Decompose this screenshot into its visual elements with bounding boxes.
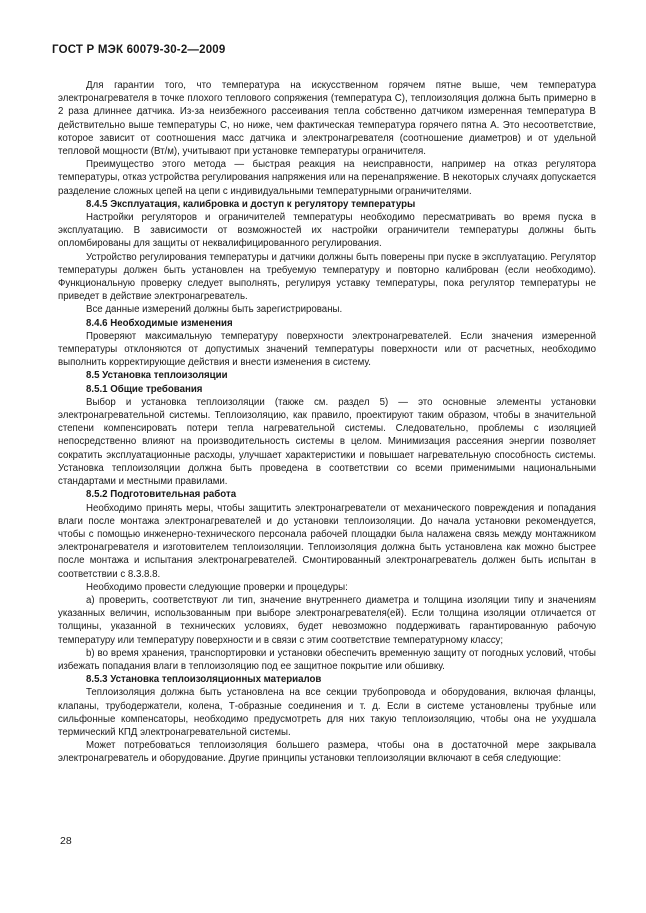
body-paragraph: Теплоизоляция должна быть установлена на все секции трубопровода и оборудования, включая фланцы, клапаны, трубодержатели, колена, Т-образные соединения и т. д. Если в системе установлены трубные или сильфонные компенсаторы, необходимо предусмотреть для них такую теплоизоляцию, чтобы она не ухудшала термический КПД электронагревательной системы. <box>58 687 596 738</box>
section-heading: 8.5.2 Подготовительная работа <box>86 489 237 501</box>
section-heading: 8.4.5 Эксплуатация, калибровка и доступ к регулятору температуры <box>86 198 416 210</box>
body-paragraph: Необходимо провести следующие проверки и процедуры: <box>86 581 348 593</box>
body-paragraph: Для гарантии того, что температура на искусственном горячем пятне выше, чем температура электронагревателя в точке плохого теплового сопряжения (температура C), теплоизоляция должна быть примерно в 2 раза длиннее датчика. Из-за неизбежного рассеивания тепла собственно датчиком измеренная температура B действительно выше температуры C, но ниже, чем фактическая температура горячего пятна A. Это несоответствие, которое зависит от соотношения масс датчика и электронагревателя (соотношение диаметров) и от удельной тепловой мощности (Вт/м), учитывают при установке температуры ограничителя. <box>58 80 596 158</box>
body-paragraph: Необходимо принять меры, чтобы защитить электронагреватели от механического повреждения и попадания влаги после монтажа электронагревателей и до установки теплоизоляции. До начала установки рекомендуется, чтобы с помощью инженерно-технического персонала рабочей площадки была налажена связь между монтажником электронагревателя и изготовителем теплоизоляции. Теплоизоляция должна быть установлена как можно быстрее после монтажа и испытания электронагревателей. Смонтированный электронагреватель должен быть испытан в соответствии с 8.3.8.8. <box>58 502 596 580</box>
document-body <box>58 79 596 766</box>
body-paragraph: Все данные измерений должны быть зарегистрированы. <box>86 304 343 316</box>
section-heading: 8.5.1 Общие требования <box>86 383 203 395</box>
body-paragraph: Может потребоваться теплоизоляция большего размера, чтобы она в достаточной мере закрывала электронагреватель и оборудование. Другие принципы установки теплоизоляции включают в себя следующие: <box>58 740 596 765</box>
section-heading: 8.4.6 Необходимые изменения <box>86 317 233 329</box>
body-paragraph: Настройки регуляторов и ограничителей температуры необходимо пересматривать во время пуска в эксплуатацию. В зависимости от возможностей их настройки ограничители температуры должны быть опломбированы для защиты от неквалифицированного регулирования. <box>58 212 596 250</box>
body-paragraph: Проверяют максимальную температуру поверхности электронагревателей. Если значения измеренной температуры отклоняются от допустимых значений температуры поверхности или от расчетных, необходимо выполнить корректирующие действия и внести изменения в систему. <box>58 330 596 369</box>
section-heading: 8.5.3 Установка теплоизоляционных материалов <box>86 674 322 686</box>
section-heading: 8.5 Установка теплоизоляции <box>86 370 228 382</box>
body-paragraph: Устройство регулирования температуры и датчики должны быть поверены при пуске в эксплуатацию. Регулятор температуры должен быть установлен на требуемую температуру и повторно калиброван (если необходимо). Функциональную проверку следует выполнять, регулируя уставку температуры, пока регулятор температуры не приведет в действие электронагреватель. <box>58 251 596 303</box>
body-paragraph: a) проверить, соответствуют ли тип, значение внутреннего диаметра и толщина изоляции типу и значениям указанных величин, использованным при выборе электронагревателя(ей). Если толщина изоляции отличается от толщины, указанной в технических условиях, будет невозможно поддерживать гарантированную рабочую температуру или температуру поверхности и в связи с этим соответствие температурному классу; <box>58 594 596 646</box>
document-header: ГОСТ Р МЭК 60079-30-2—2009 <box>52 44 226 56</box>
body-paragraph: b) во время хранения, транспортировки и установки обеспечить временную защиту от погодных условий, чтобы избежать попадания влаги в теплоизоляцию под ее защитное покрытие или обшивку. <box>58 647 596 672</box>
page-number: 28 <box>60 835 72 847</box>
body-paragraph: Выбор и установка теплоизоляции (также см. раздел 5) — это основные элементы установки электронагревательной системы. Теплоизоляцию, как правило, проектируют таким образом, чтобы в значительной степени компенсировать потери тепла нагревательной системы. Следовательно, проблемы с изоляцией непосредственно влияют на производительность системы в целом. Минимизация рассеяния энергии позволяет сократить эксплуатационные расходы, улучшает характеристики и повышает нагревательную способность системы. Установка теплоизоляции должна быть проведена в соответствии со всеми применимыми национальными стандартами и местными правилами. <box>58 396 596 488</box>
body-paragraph: Преимущество этого метода — быстрая реакция на неисправности, например на отказ регулятора температуры, отказ устройства регулирования напряжения или на перенапряжение. В некоторых случаях допускается разделение сложных цепей на цепи с индивидуальными температурными ограничителями. <box>58 159 596 197</box>
